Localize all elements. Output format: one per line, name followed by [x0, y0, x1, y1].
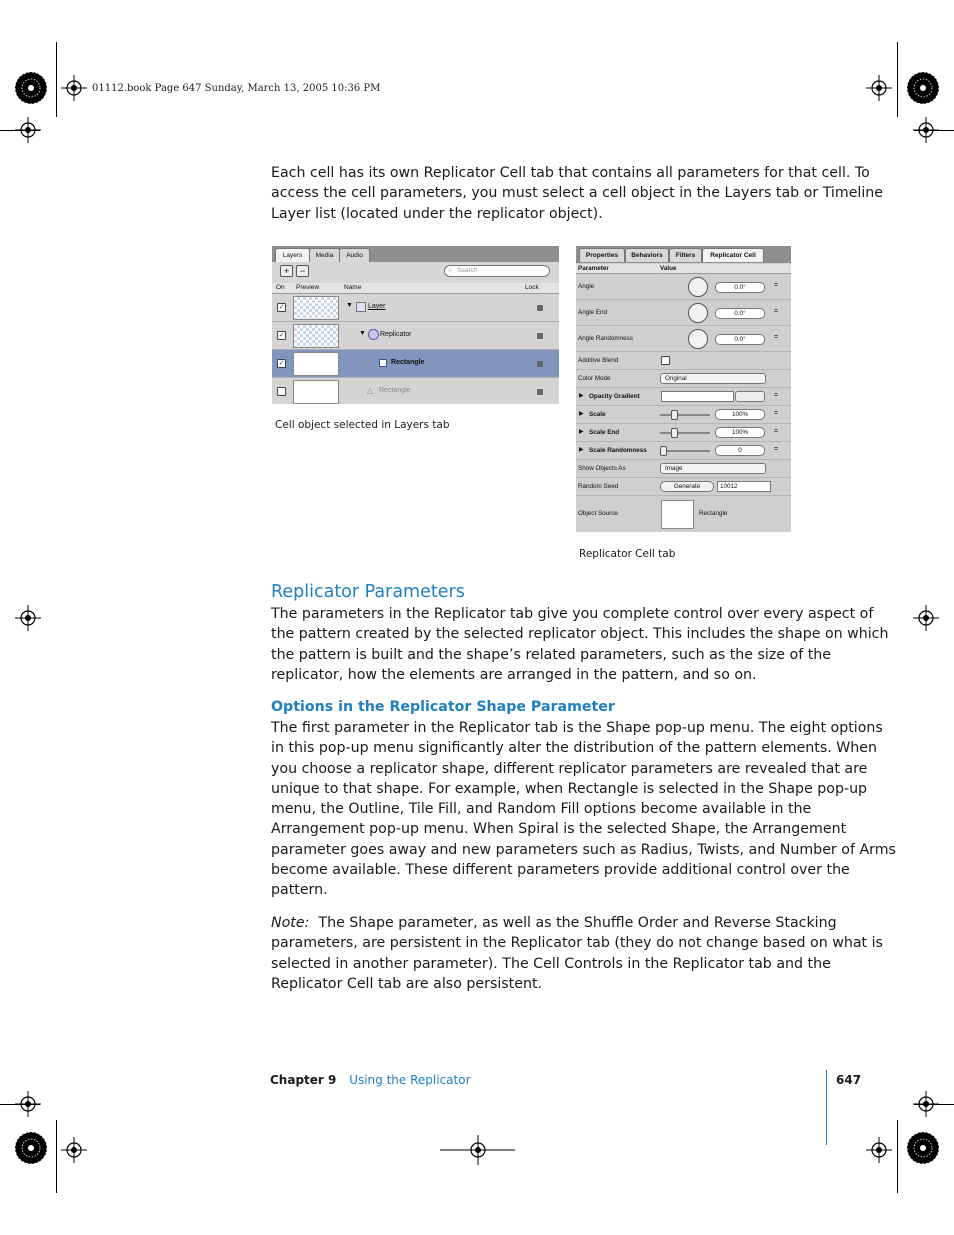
- inspector-caption: Replicator Cell tab: [579, 548, 676, 560]
- column-header: [272, 283, 559, 294]
- paragraph-line: menu, the Outline, Tile Fill, and Random Fill options become available in the: [271, 801, 812, 818]
- param-label: Scale: [589, 411, 606, 418]
- intro-line: access the cell parameters, you must select a cell object in the Layers tab or Timeline: [271, 185, 884, 202]
- add-button[interactable]: +: [280, 265, 293, 277]
- col-name[interactable]: Name: [344, 284, 362, 291]
- note-label: Note:: [271, 915, 310, 931]
- param-random-seed: [576, 478, 791, 496]
- cell-icon: [379, 359, 387, 367]
- scale-slider-knob[interactable]: [671, 410, 678, 420]
- layer-row[interactable]: [272, 322, 559, 350]
- subsection-paragraph: [271, 718, 896, 901]
- scale-end-slider-knob[interactable]: [671, 428, 678, 438]
- shape-name: Rectangle: [379, 387, 411, 394]
- layer-row[interactable]: [272, 378, 559, 404]
- page-footer: [270, 1073, 830, 1087]
- additive-blend-checkbox[interactable]: [661, 356, 670, 365]
- param-angle-randomness: [576, 326, 791, 352]
- param-show-objects-as: [576, 460, 791, 478]
- replicator-icon: [368, 329, 379, 340]
- scale-randomness-value-field[interactable]: 0: [715, 445, 765, 456]
- footer-rule: [826, 1070, 827, 1145]
- paragraph-line: Arrangement pop-up menu. When Spiral is the selected Shape, the Arrangement: [271, 821, 847, 838]
- note-line: parameters, are persistent in the Replicator tab (they do not change based on what is: [271, 935, 883, 952]
- param-scale-end: [576, 424, 791, 442]
- search-icon: ○: [448, 267, 453, 274]
- intro-paragraph: [271, 163, 883, 224]
- disclosure-icon[interactable]: ▼: [346, 302, 353, 309]
- angle-randomness-value-field[interactable]: 0.0°: [715, 334, 765, 345]
- lock-icon[interactable]: [537, 333, 543, 339]
- visibility-checkbox[interactable]: ✓: [278, 304, 285, 311]
- reset-icon[interactable]: =: [774, 410, 779, 417]
- object-source-name: Rectangle: [699, 510, 728, 517]
- param-label: Scale Randomness: [589, 447, 647, 454]
- col-on[interactable]: On: [276, 284, 285, 291]
- param-scale-randomness: [576, 442, 791, 460]
- param-label: Additive Blend: [578, 357, 619, 364]
- scale-slider-track[interactable]: [660, 414, 710, 416]
- rectangle-thumbnail: [293, 380, 339, 404]
- tab-media[interactable]: Media: [309, 248, 340, 262]
- note-line: selected in another parameter). The Cell Controls in the Replicator tab and the: [271, 955, 831, 972]
- disclosure-icon[interactable]: ▶: [579, 447, 584, 453]
- intro-line: Layer list (located under the replicator object).: [271, 205, 603, 222]
- paragraph-line: become available. These different parameters provide additional control over the: [271, 862, 850, 879]
- paragraph-line: replicator, how the elements are arranged in the pattern, and so on.: [271, 666, 757, 683]
- angle-randomness-dial[interactable]: [688, 329, 708, 349]
- param-opacity-gradient: [576, 388, 791, 406]
- param-label: Opacity Gradient: [589, 393, 640, 400]
- reset-icon[interactable]: =: [774, 308, 779, 315]
- gradient-preset-button[interactable]: [735, 391, 765, 402]
- paragraph-line: unique to that shape. For example, when Rectangle is selected in the Shape pop-up: [271, 780, 868, 797]
- note-line: Replicator Cell tab are also persistent.: [271, 975, 543, 992]
- scale-randomness-slider-track[interactable]: [660, 450, 710, 452]
- scale-end-slider-track[interactable]: [660, 432, 710, 434]
- param-scale: [576, 406, 791, 424]
- note-line: The Shape parameter, as well as the Shuffle Order and Reverse Stacking: [318, 915, 837, 931]
- lock-icon[interactable]: [537, 361, 543, 367]
- search-placeholder: Search: [457, 267, 478, 274]
- param-color-mode: [576, 370, 791, 388]
- object-source-well[interactable]: [661, 500, 694, 529]
- disclosure-icon[interactable]: ▶: [579, 411, 584, 417]
- paragraph-line: The first parameter in the Replicator tab is the Shape pop-up menu. The eight options: [271, 720, 883, 736]
- angle-end-dial[interactable]: [688, 303, 708, 323]
- layer-row[interactable]: [272, 294, 559, 322]
- col-lock[interactable]: Lock: [525, 284, 539, 291]
- scale-end-value-field[interactable]: 100%: [715, 427, 765, 438]
- paragraph-line: parameter goes away and new parameters such as Radius, Twists, and Number of Arms: [271, 841, 896, 858]
- param-object-source: [576, 496, 791, 532]
- col-value: Value: [660, 265, 677, 272]
- paragraph-line: The parameters in the Replicator tab give you complete control over every aspect of: [271, 606, 874, 622]
- layers-panel: [272, 246, 559, 404]
- layer-thumbnail: [293, 296, 339, 320]
- generate-button[interactable]: Generate: [660, 481, 714, 492]
- param-label: Angle: [578, 283, 595, 290]
- tab-properties[interactable]: Properties: [579, 248, 625, 262]
- param-additive-blend: [576, 352, 791, 370]
- print-stamp: 01112.book Page 647 Sunday, March 13, 2005 10:36 PM: [92, 83, 381, 94]
- param-label: Color Mode: [578, 375, 611, 382]
- angle-value-field[interactable]: 0.0°: [715, 282, 765, 293]
- layer-name: Layer: [368, 303, 386, 310]
- angle-dial[interactable]: [688, 277, 708, 297]
- replicator-cell-inspector: [576, 246, 791, 532]
- search-input[interactable]: [444, 265, 550, 277]
- section-paragraph: [271, 604, 888, 685]
- section-heading: Replicator Parameters: [271, 582, 465, 602]
- param-label: Angle End: [578, 309, 608, 316]
- tab-layers[interactable]: Layers: [275, 248, 310, 262]
- tab-behaviors[interactable]: Behaviors: [625, 248, 669, 262]
- disclosure-icon[interactable]: ▶: [579, 393, 584, 399]
- reset-icon[interactable]: =: [774, 428, 779, 435]
- tab-filters[interactable]: Filters: [669, 248, 702, 262]
- chapter-title: Using the Replicator: [349, 1073, 471, 1087]
- paragraph-line: pattern.: [271, 882, 328, 899]
- page-number: 647: [836, 1073, 862, 1087]
- layers-toolbar: [272, 262, 559, 285]
- replicator-name: Replicator: [380, 331, 412, 338]
- col-preview[interactable]: Preview: [296, 284, 320, 291]
- layers-caption: Cell object selected in Layers tab: [275, 419, 450, 431]
- paragraph-line: the pattern is built and the shape’s related parameters, such as the size of the: [271, 646, 832, 663]
- disclosure-icon[interactable]: ▶: [579, 429, 584, 435]
- layer-icon: [356, 302, 366, 312]
- scale-value-field[interactable]: 100%: [715, 409, 765, 420]
- param-angle-end: [576, 300, 791, 326]
- rectangle-thumbnail: [293, 352, 339, 376]
- reset-icon[interactable]: =: [774, 446, 779, 453]
- lock-icon[interactable]: [537, 305, 543, 311]
- note-paragraph: [271, 913, 883, 994]
- scale-randomness-slider-knob[interactable]: [660, 446, 667, 456]
- random-seed-field[interactable]: 10012: [717, 481, 771, 492]
- param-angle: [576, 274, 791, 300]
- show-objects-as-popup[interactable]: Image: [660, 463, 766, 474]
- disclosure-icon[interactable]: ▼: [359, 330, 366, 337]
- cell-name: Rectangle: [391, 359, 425, 366]
- angle-end-value-field[interactable]: 0.0°: [715, 308, 765, 319]
- subsection-heading: Options in the Replicator Shape Parameter: [271, 699, 615, 715]
- inspector-column-header: [576, 264, 791, 274]
- col-parameter: Parameter: [578, 265, 609, 272]
- param-label: Angle Randomness: [578, 335, 633, 342]
- param-label: Object Source: [578, 510, 618, 517]
- opacity-gradient-well[interactable]: [661, 391, 734, 402]
- param-label: Random Seed: [578, 483, 619, 490]
- reset-icon[interactable]: =: [774, 392, 779, 399]
- remove-button[interactable]: −: [296, 265, 309, 277]
- visibility-checkbox[interactable]: ✓: [278, 332, 285, 339]
- param-label: Show Objects As: [578, 465, 626, 472]
- reset-icon[interactable]: =: [774, 334, 779, 341]
- replicator-thumbnail: [293, 324, 339, 348]
- intro-line: Each cell has its own Replicator Cell tab that contains all parameters for that cell. To: [271, 165, 870, 181]
- color-mode-popup[interactable]: Original: [660, 373, 766, 384]
- lock-icon[interactable]: [537, 389, 543, 395]
- tab-audio[interactable]: Audio: [339, 248, 370, 262]
- visibility-checkbox[interactable]: [277, 387, 286, 396]
- shape-icon: △: [367, 386, 374, 395]
- param-label: Scale End: [589, 429, 620, 436]
- tab-replicator-cell[interactable]: Replicator Cell: [702, 248, 764, 262]
- layer-row-selected[interactable]: [272, 350, 559, 378]
- visibility-checkbox[interactable]: ✓: [278, 360, 285, 367]
- reset-icon[interactable]: =: [774, 282, 779, 289]
- chapter-number: Chapter 9: [270, 1073, 337, 1087]
- paragraph-line: in this pop-up menu significantly alter the distribution of the pattern elements. When: [271, 740, 878, 757]
- paragraph-line: the pattern created by the selected replicator object. This includes the shape on which: [271, 626, 889, 643]
- paragraph-line: you choose a replicator shape, different replicator parameters are revealed that are: [271, 760, 868, 777]
